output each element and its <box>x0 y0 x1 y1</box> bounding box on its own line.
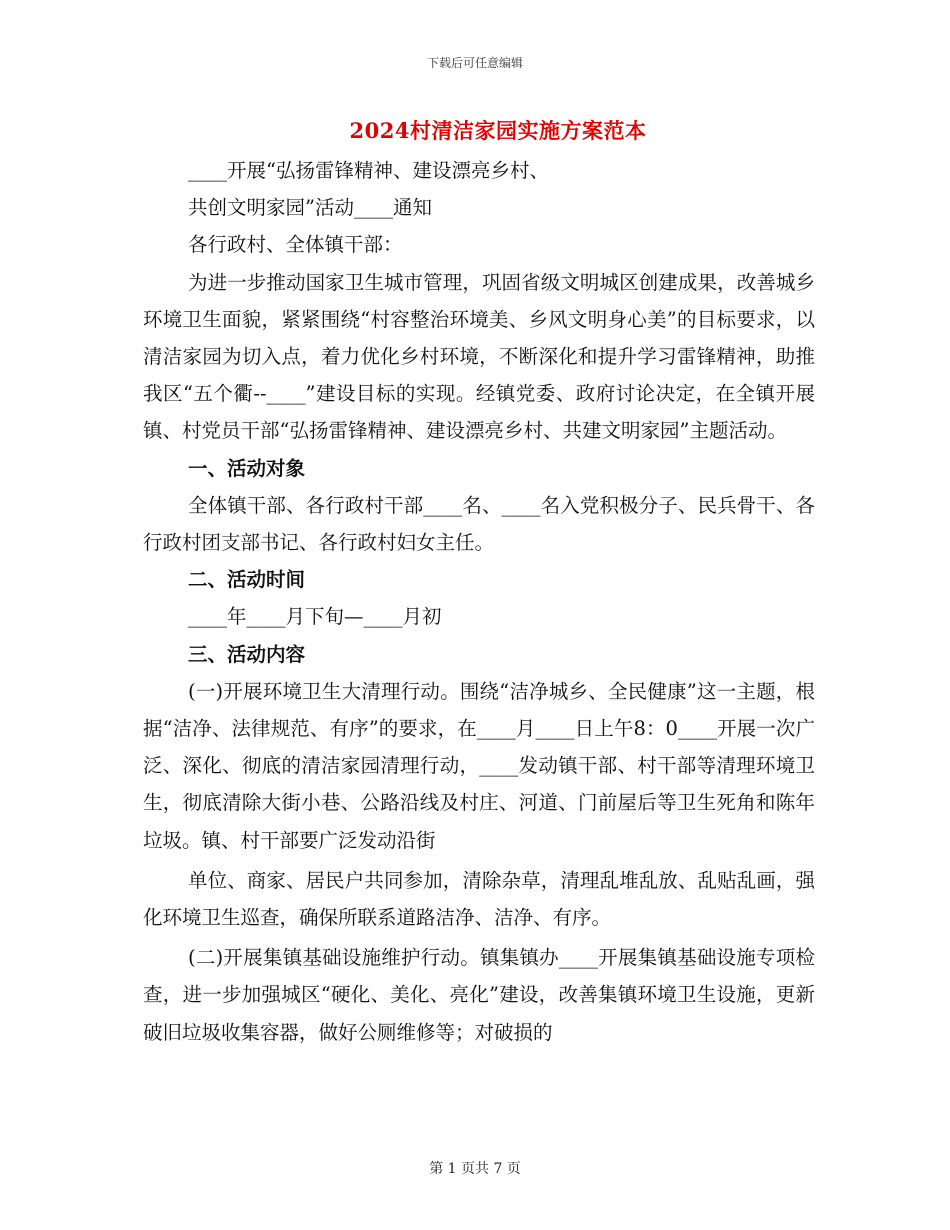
paragraph-notice-line-1: ____开展“弘扬雷锋精神、建设漂亮乡村、 <box>188 159 549 182</box>
section-heading-time: 二、活动时间 <box>188 568 306 592</box>
document-body <box>143 152 815 1051</box>
section-heading-content: 三、活动内容 <box>188 642 306 666</box>
document-title: 2024村清洁家园实施方案范本 <box>349 118 647 143</box>
paragraph-salutation: 各行政村、全体镇干部： <box>188 233 403 257</box>
paragraph-intro: 为进一步推动国家卫生城市管理，巩固省级文明城区创建成果，改善城乡环境卫生面貌，紧紧围绕“村容整治环境美、乡风文明身心美”的目标要求，以清洁家园为切入点，着力优化乡村环境，不断深化和提升学习雷锋精神，助推我区“五个衢--____”建设目标的实现。经镇党委、政府讨论决定，在全镇开展镇、村党员干部“弘扬雷锋精神、建设漂亮乡村、共建文明家园”主题活动。 <box>143 270 815 443</box>
paragraph-content-1: (一)开展环境卫生大清理行动。围绕“洁净城乡、全民健康”这一主题，根据“洁净、法律规范、有序”的要求，在____月____日上午8：0____开展一次广泛、深化、彻底的清洁家园清理行动，____发动镇干部、村干部等清理环境卫生，彻底清除大街小巷、公路沿线及村庄、河道、门前屋后等卫生死角和陈年垃圾。镇、村干部要广泛发动沿街 <box>143 679 815 852</box>
paragraph-notice-line-2: 共创文明家园”活动____通知 <box>188 196 432 220</box>
paragraph-time: ____年____月下旬—____月初 <box>188 605 442 629</box>
paragraph-target: 全体镇干部、各行政村干部____名、____名入党积极分子、民兵骨干、各行政村团支部书记、各行政村妇女主任。 <box>143 493 815 555</box>
paragraph-content-1-cont: 单位、商家、居民户共同参加，清除杂草，清理乱堆乱放、乱贴乱画，强化环境卫生巡查，确保所联系道路洁净、洁净、有序。 <box>143 868 815 930</box>
header-note: 下载后可任意编辑 <box>426 56 523 70</box>
paragraph-content-2: (二)开展集镇基础设施维护行动。镇集镇办____开展集镇基础设施专项检查，进一步加强城区“硬化、美化、亮化”建设，改善集镇环境卫生设施，更新破旧垃圾收集容器，做好公厕维修等；对破损的 <box>143 946 815 1044</box>
page-footer: 第 1 页共 7 页 <box>429 1161 521 1177</box>
section-heading-target: 一、活动对象 <box>188 456 306 480</box>
